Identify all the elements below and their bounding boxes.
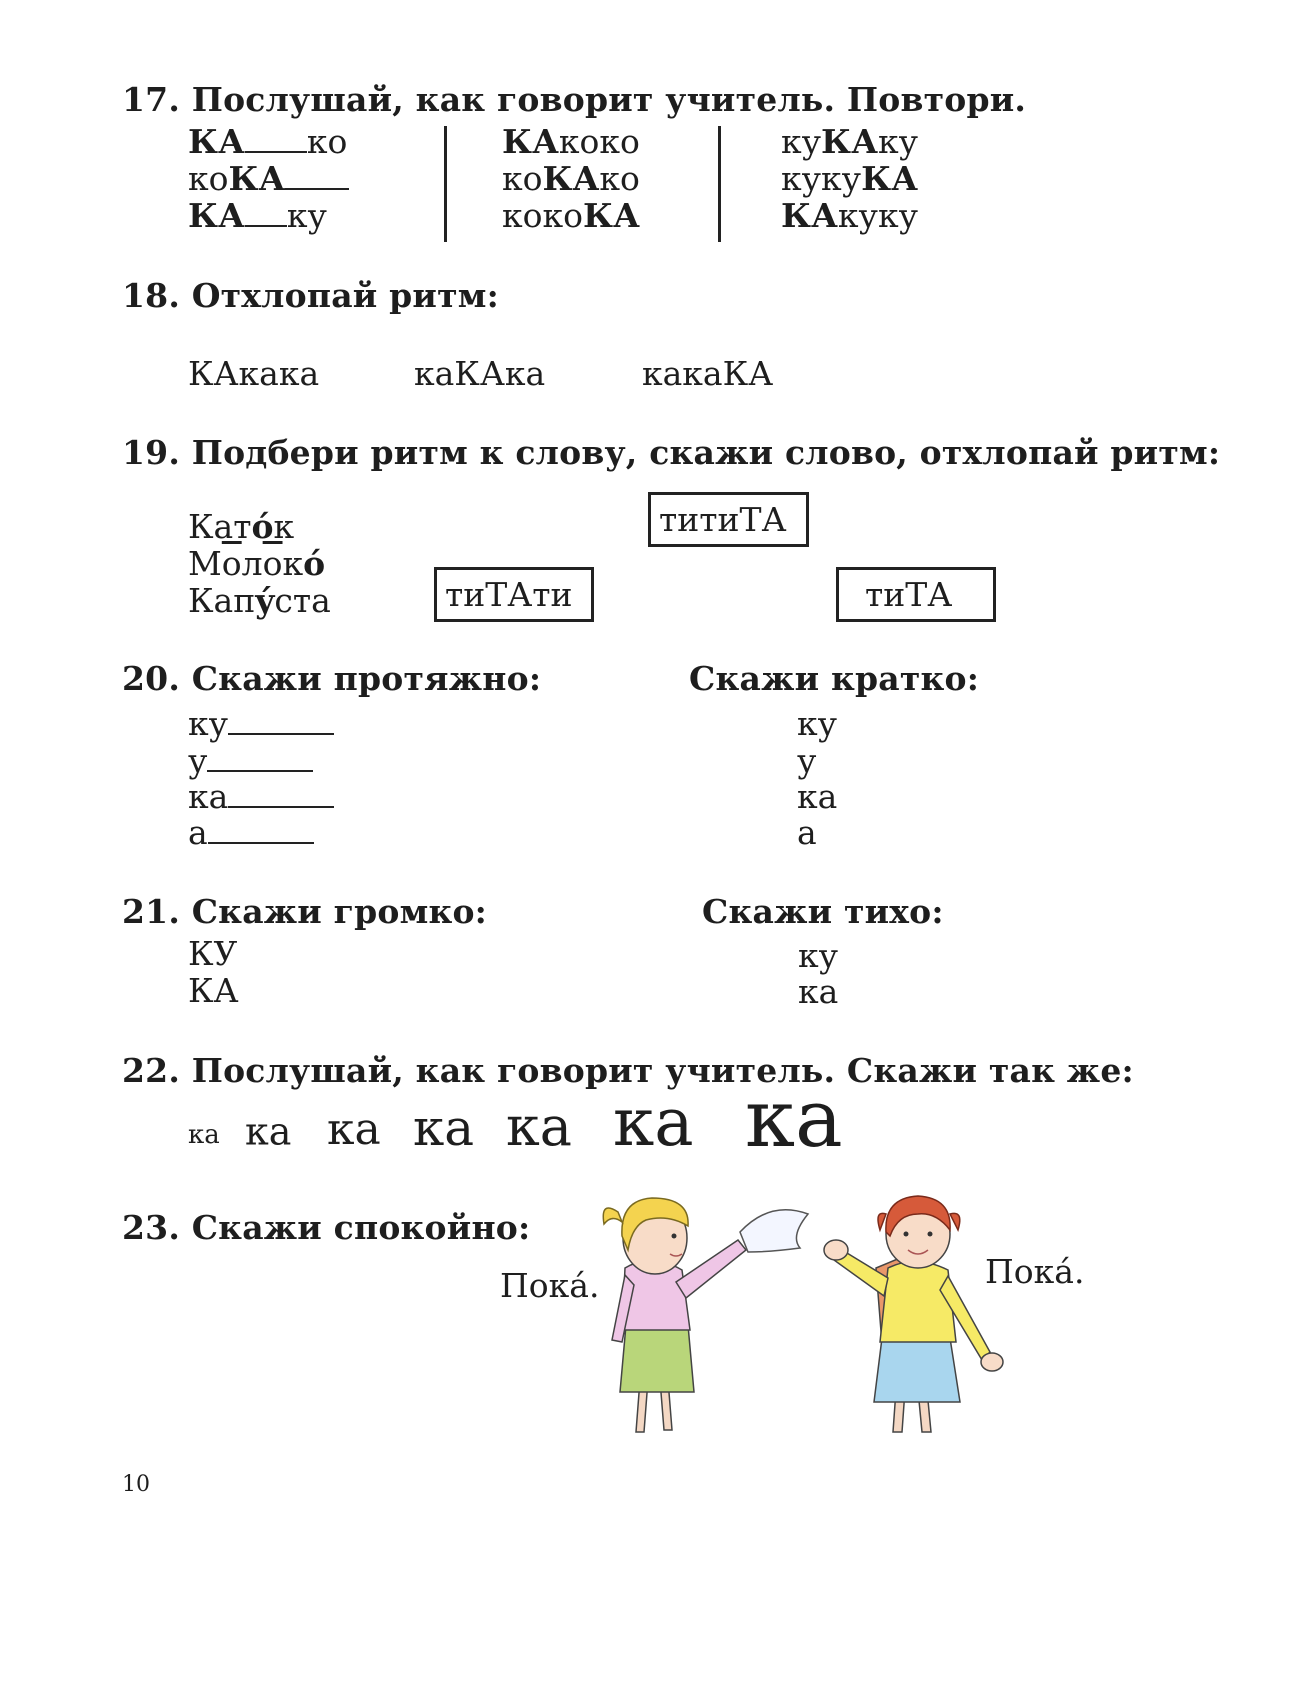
- ex20-short-item: а: [797, 813, 817, 852]
- rhythm-box[interactable]: тиТА: [836, 567, 996, 622]
- syllable-2: ка: [245, 1109, 292, 1154]
- syllable-7: ка: [745, 1072, 843, 1165]
- ex19-word-kapusta: Капýста: [188, 581, 331, 620]
- page-number: 10: [122, 1472, 150, 1497]
- ex21-title2: Скажи тихо:: [702, 892, 944, 931]
- ex20-short-item: ку: [797, 704, 838, 743]
- ex18-word: КАкака: [188, 354, 320, 393]
- ex19-word-moloko: Молокó: [188, 544, 326, 583]
- ex17-col2-row1: КАкоко: [502, 122, 640, 161]
- ex23-title: 23. Скажи спокойно:: [122, 1208, 531, 1247]
- syllable-6: ка: [613, 1084, 694, 1162]
- ex18-word: каКАка: [414, 354, 546, 393]
- ex20-short-item: у: [797, 741, 817, 780]
- ex20-title2: Скажи кратко:: [689, 659, 980, 698]
- speech-right: Покá.: [985, 1252, 1085, 1291]
- ex17-col2-row3: кокоКА: [502, 196, 640, 235]
- speech-left: Покá.: [500, 1266, 600, 1305]
- ex17-col3-row3: КАкуку: [781, 196, 918, 235]
- rhythm-box[interactable]: тиТАти: [434, 567, 594, 622]
- ex17-col2-row2: коКАко: [502, 159, 640, 198]
- ex18-title: 18. Отхлопай ритм:: [122, 276, 499, 315]
- ex21-loud-item: КУ: [188, 934, 238, 973]
- ex21-loud-item: КА: [188, 971, 239, 1010]
- ex20-long-item: а: [188, 813, 314, 852]
- ex20-long-item: ку: [188, 704, 334, 743]
- ex19-word-katok: Катóк: [188, 507, 295, 546]
- ex20-long-item: у: [188, 741, 313, 780]
- ex17-col3-row2: кукуКА: [781, 159, 918, 198]
- syllable-3: ка: [327, 1103, 381, 1155]
- ex17-col1-row3: КА ку: [188, 196, 327, 235]
- ex17-col1-row1: КА ко: [188, 122, 348, 161]
- ex21-quiet-item: ка: [798, 972, 839, 1011]
- ex17-title: 17. Послушай, как говорит учитель. Повтори.: [122, 80, 1027, 119]
- ex20-short-item: ка: [797, 777, 838, 816]
- ex20-long-item: ка: [188, 777, 334, 816]
- ex22-title: 22. Послушай, как говорит учитель. Скажи так же:: [122, 1051, 1134, 1090]
- syllable-5: ка: [506, 1094, 572, 1158]
- syllable-4: ка: [413, 1099, 475, 1157]
- ex18-word: какаКА: [642, 354, 774, 393]
- ex20-title: 20. Скажи протяжно:: [122, 659, 542, 698]
- ex17-col3-row1: куКАку: [781, 122, 918, 161]
- ex21-quiet-item: ку: [798, 936, 839, 975]
- syllable-1: ка: [188, 1120, 220, 1151]
- rhythm-box[interactable]: титиТА: [648, 492, 809, 547]
- ex19-title: 19. Подбери ритм к слову, скажи слово, отхлопай ритм:: [122, 433, 1221, 472]
- ex17-col1-row2: коКА: [188, 159, 349, 198]
- ex21-title: 21. Скажи громко:: [122, 892, 488, 931]
